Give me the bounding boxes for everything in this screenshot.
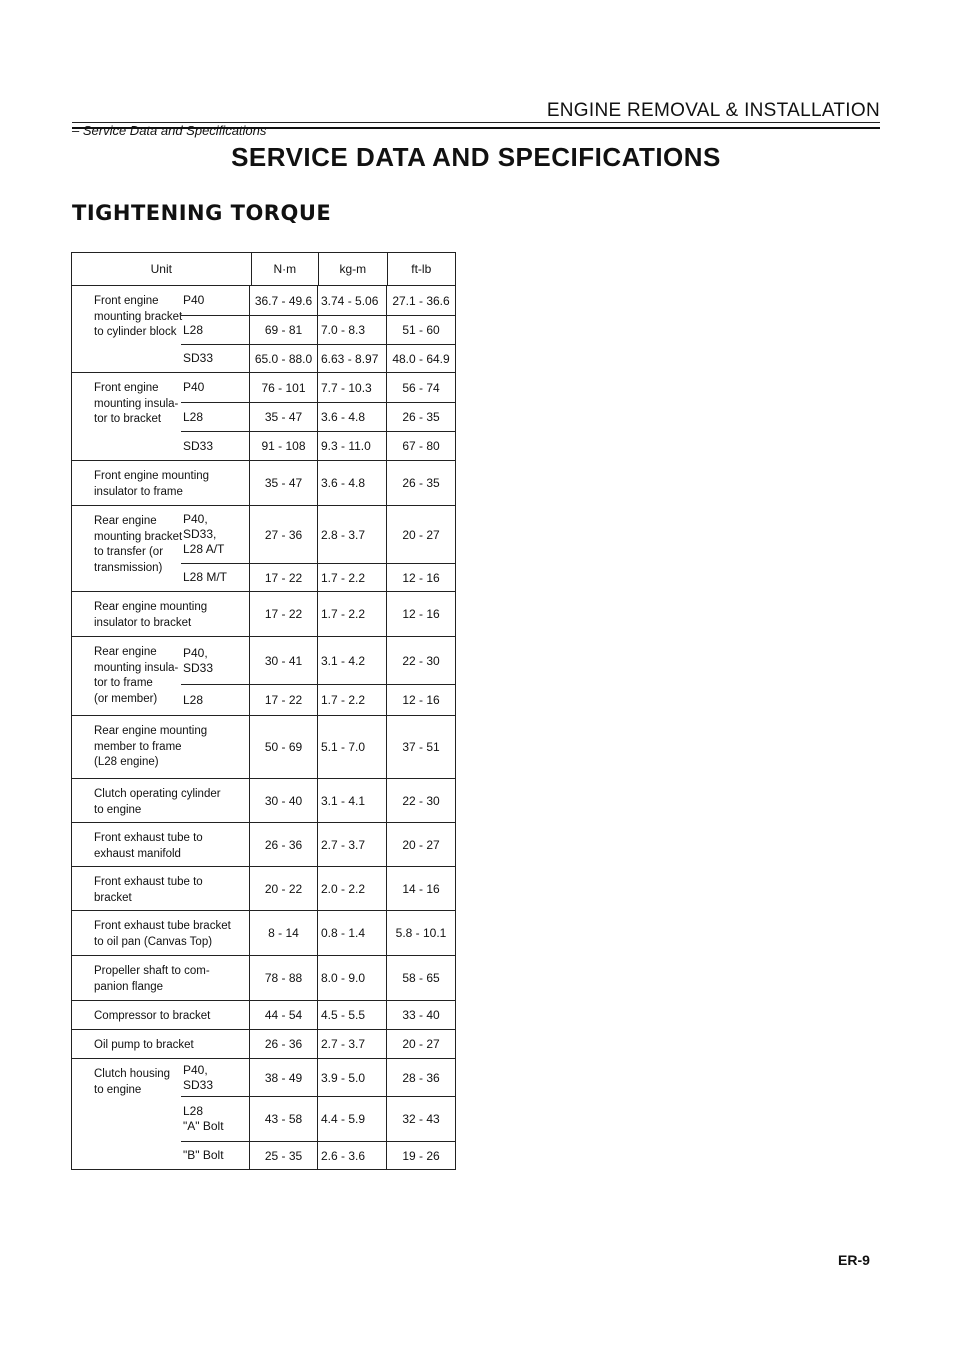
table-row xyxy=(71,286,456,373)
section-title: TIGHTENING TORQUE xyxy=(72,201,332,225)
kgm-value: 4.5 - 5.5 xyxy=(317,1001,386,1029)
row-description-text xyxy=(94,1067,252,1098)
row-description-text xyxy=(94,469,252,500)
description-line: to transfer (or xyxy=(94,546,164,559)
variant-cell xyxy=(181,1097,249,1141)
ftlb-value: 48.0 - 64.9 xyxy=(386,345,456,372)
kgm-value: 3.6 - 4.8 xyxy=(317,403,386,431)
row-description-text xyxy=(94,875,252,906)
description-line: mounting bracket xyxy=(94,530,183,543)
kgm-value: 6.63 - 8.97 xyxy=(317,345,386,372)
variant-cell xyxy=(181,432,249,460)
description-line: mounting insula- xyxy=(94,397,179,410)
table-subrow xyxy=(181,1141,456,1169)
variant-label: L28 xyxy=(183,322,204,337)
variant-label: L28 xyxy=(183,1104,204,1118)
table-row xyxy=(71,506,456,592)
variant-label: "B" Bolt xyxy=(183,1148,224,1162)
variant-label: P40, xyxy=(183,1062,208,1077)
kgm-value: 7.7 - 10.3 xyxy=(317,373,386,402)
kgm-value: 1.7 - 2.2 xyxy=(317,685,386,715)
nm-value: 26 - 36 xyxy=(249,823,317,866)
description-line: to engine xyxy=(94,803,142,816)
description-line: Front engine xyxy=(94,295,159,307)
ftlb-value: 19 - 26 xyxy=(386,1142,456,1169)
row-description xyxy=(71,286,181,372)
description-line: Front exhaust tube to xyxy=(94,832,203,844)
variant-label: SD33 xyxy=(183,438,214,453)
table-row xyxy=(71,716,456,779)
description-line: exhaust manifold xyxy=(94,847,181,860)
nm-value: 17 - 22 xyxy=(249,685,317,715)
row-description xyxy=(71,1030,194,1058)
nm-value: 30 - 40 xyxy=(249,779,317,822)
description-line: Front exhaust tube bracket xyxy=(94,920,231,932)
ftlb-value: 12 - 16 xyxy=(386,685,456,715)
nm-value: 26 - 36 xyxy=(249,1030,317,1058)
ftlb-value: 28 - 36 xyxy=(386,1059,456,1096)
row-description-text xyxy=(94,600,252,631)
variant-label: L28 M/T xyxy=(183,570,228,584)
nm-value: 91 - 108 xyxy=(249,432,317,460)
table-row xyxy=(71,461,456,506)
description-line: Rear engine mounting xyxy=(94,725,208,737)
description-line: insulator to frame xyxy=(94,485,183,498)
ftlb-value: 26 - 35 xyxy=(386,403,456,431)
kgm-value: 2.7 - 3.7 xyxy=(317,823,386,866)
kgm-value: 8.0 - 9.0 xyxy=(317,956,386,1000)
kgm-value: 1.7 - 2.2 xyxy=(317,592,386,636)
description-line: tor to frame xyxy=(94,677,153,690)
row-description xyxy=(71,373,181,460)
nm-value: 20 - 22 xyxy=(249,867,317,910)
row-description xyxy=(71,592,208,636)
description-line: to oil pan (Canvas Top) xyxy=(94,935,213,948)
kgm-value: 3.1 - 4.1 xyxy=(317,779,386,822)
row-description xyxy=(71,911,231,955)
ftlb-value: 20 - 27 xyxy=(386,1030,456,1058)
nm-value: 35 - 47 xyxy=(249,461,317,505)
kgm-value: 4.4 - 5.9 xyxy=(317,1097,386,1141)
row-description xyxy=(71,823,203,866)
variant-label: P40 xyxy=(183,293,205,307)
row-description-text xyxy=(94,514,252,576)
kgm-value: 9.3 - 11.0 xyxy=(317,432,386,460)
kgm-value: 3.74 - 5.06 xyxy=(317,286,386,315)
row-description xyxy=(71,779,221,822)
description-line: transmission) xyxy=(94,561,163,574)
description-line: Clutch operating cylinder xyxy=(94,788,221,800)
row-description-text xyxy=(94,1038,252,1054)
table-row xyxy=(71,637,456,716)
description-line: Propeller shaft to com- xyxy=(94,965,210,977)
kgm-value: 7.0 - 8.3 xyxy=(317,316,386,344)
kgm-value: 0.8 - 1.4 xyxy=(317,911,386,955)
row-description-text xyxy=(94,294,252,341)
table-subrow xyxy=(181,344,456,372)
ftlb-value: 14 - 16 xyxy=(386,867,456,910)
column-header-ftlb: ft-lb xyxy=(387,253,456,285)
nm-value: 38 - 49 xyxy=(249,1059,317,1096)
ftlb-value: 58 - 65 xyxy=(386,956,456,1000)
kgm-value: 2.8 - 3.7 xyxy=(317,506,386,563)
ftlb-value: 5.8 - 10.1 xyxy=(386,911,456,955)
variant-label: "A" Bolt xyxy=(183,1119,224,1133)
ftlb-value: 20 - 27 xyxy=(386,506,456,563)
row-description-text xyxy=(94,645,252,707)
variant-label: L28 xyxy=(183,409,204,424)
description-line: mounting bracket xyxy=(94,310,183,323)
row-description xyxy=(71,506,181,591)
table-row xyxy=(71,1059,456,1170)
kgm-value: 3.9 - 5.0 xyxy=(317,1059,386,1096)
row-description-text xyxy=(94,381,252,428)
table-row xyxy=(71,956,456,1001)
nm-value: 78 - 88 xyxy=(249,956,317,1000)
variant-label: P40, xyxy=(183,645,208,660)
header-rule xyxy=(72,127,880,129)
table-row xyxy=(71,867,456,911)
description-line: Rear engine mounting xyxy=(94,601,208,613)
nm-value: 25 - 35 xyxy=(249,1142,317,1169)
nm-value: 76 - 101 xyxy=(249,373,317,402)
ftlb-value: 37 - 51 xyxy=(386,716,456,778)
row-description xyxy=(71,867,203,910)
ftlb-value: 20 - 27 xyxy=(386,823,456,866)
running-header xyxy=(72,100,880,138)
running-header-subtitle: – Service Data and Specifications xyxy=(72,122,880,138)
table-row xyxy=(71,823,456,867)
description-line: Front engine xyxy=(94,382,159,394)
table-subrow xyxy=(181,1096,456,1141)
nm-value: 17 - 22 xyxy=(249,564,317,591)
table-row xyxy=(71,779,456,823)
nm-value: 8 - 14 xyxy=(249,911,317,955)
nm-value: 30 - 41 xyxy=(249,637,317,684)
description-line: Compressor to bracket xyxy=(94,1010,211,1022)
nm-value: 36.7 - 49.6 xyxy=(249,286,317,315)
kgm-value: 3.6 - 4.8 xyxy=(317,461,386,505)
page-title: SERVICE DATA AND SPECIFICATIONS xyxy=(231,142,721,172)
variant-label: SD33 xyxy=(183,660,214,675)
nm-value: 65.0 - 88.0 xyxy=(249,345,317,372)
table-header-row xyxy=(71,252,456,286)
description-line: Front exhaust tube to xyxy=(94,876,203,888)
description-line: Rear engine xyxy=(94,646,157,658)
kgm-value: 2.0 - 2.2 xyxy=(317,867,386,910)
description-line: Clutch housing xyxy=(94,1068,171,1080)
nm-value: 43 - 58 xyxy=(249,1097,317,1141)
column-header-kgm: kg-m xyxy=(318,253,386,285)
description-line: Front engine mounting xyxy=(94,470,210,482)
table-row xyxy=(71,373,456,461)
description-line: to cylinder block xyxy=(94,326,177,339)
description-line: panion flange xyxy=(94,980,164,993)
ftlb-value: 22 - 30 xyxy=(386,637,456,684)
kgm-value: 1.7 - 2.2 xyxy=(317,564,386,591)
row-description-text xyxy=(94,787,252,818)
description-line: member to frame xyxy=(94,740,182,753)
variant-label: P40, xyxy=(183,512,208,526)
kgm-value: 3.1 - 4.2 xyxy=(317,637,386,684)
running-header-title: ENGINE REMOVAL & INSTALLATION xyxy=(546,100,880,121)
row-description xyxy=(71,461,210,505)
ftlb-value: 51 - 60 xyxy=(386,316,456,344)
description-line: tor to bracket xyxy=(94,413,162,426)
ftlb-value: 56 - 74 xyxy=(386,373,456,402)
ftlb-value: 12 - 16 xyxy=(386,592,456,636)
nm-value: 69 - 81 xyxy=(249,316,317,344)
page-number: ER-9 xyxy=(838,1252,870,1268)
variant-label: SD33, xyxy=(183,527,217,541)
ftlb-value: 26 - 35 xyxy=(386,461,456,505)
nm-value: 50 - 69 xyxy=(249,716,317,778)
row-description xyxy=(71,1001,211,1029)
variant-label: L28 xyxy=(183,692,204,707)
table-subrow xyxy=(181,431,456,460)
ftlb-value: 32 - 43 xyxy=(386,1097,456,1141)
variant-label: SD33 xyxy=(183,351,214,365)
nm-value: 44 - 54 xyxy=(249,1001,317,1029)
row-description-text xyxy=(94,831,252,862)
row-description-text xyxy=(94,1009,252,1025)
row-description xyxy=(71,716,208,778)
column-header-unit: Unit xyxy=(71,253,251,285)
torque-table xyxy=(71,252,456,1170)
kgm-value: 2.7 - 3.7 xyxy=(317,1030,386,1058)
nm-value: 17 - 22 xyxy=(249,592,317,636)
kgm-value: 2.6 - 3.6 xyxy=(317,1142,386,1169)
description-line: Rear engine xyxy=(94,515,157,527)
description-line: (L28 engine) xyxy=(94,756,159,769)
ftlb-value: 67 - 80 xyxy=(386,432,456,460)
description-line: Oil pump to bracket xyxy=(94,1039,194,1051)
row-description-text xyxy=(94,724,252,771)
description-line: mounting insula- xyxy=(94,661,179,674)
variant-cell xyxy=(181,345,249,372)
ftlb-value: 22 - 30 xyxy=(386,779,456,822)
description-line: (or member) xyxy=(94,692,158,705)
kgm-value: 5.1 - 7.0 xyxy=(317,716,386,778)
table-row xyxy=(71,1030,456,1059)
variant-label: P40 xyxy=(183,380,205,394)
row-description xyxy=(71,956,210,1000)
table-row xyxy=(71,592,456,637)
row-description xyxy=(71,1059,181,1169)
description-line: insulator to bracket xyxy=(94,616,192,629)
variant-label: L28 A/T xyxy=(183,542,225,556)
ftlb-value: 12 - 16 xyxy=(386,564,456,591)
ftlb-value: 27.1 - 36.6 xyxy=(386,286,456,315)
table-row xyxy=(71,911,456,956)
row-description-text xyxy=(94,964,252,995)
row-description-text xyxy=(94,919,252,950)
variant-cell xyxy=(181,1142,249,1169)
description-line: to engine xyxy=(94,1083,142,1096)
nm-value: 27 - 36 xyxy=(249,506,317,563)
column-header-nm: N·m xyxy=(251,253,318,285)
row-description xyxy=(71,637,181,715)
table-row xyxy=(71,1001,456,1030)
description-line: bracket xyxy=(94,891,132,904)
ftlb-value: 33 - 40 xyxy=(386,1001,456,1029)
variant-label: SD33 xyxy=(183,1077,214,1092)
nm-value: 35 - 47 xyxy=(249,403,317,431)
